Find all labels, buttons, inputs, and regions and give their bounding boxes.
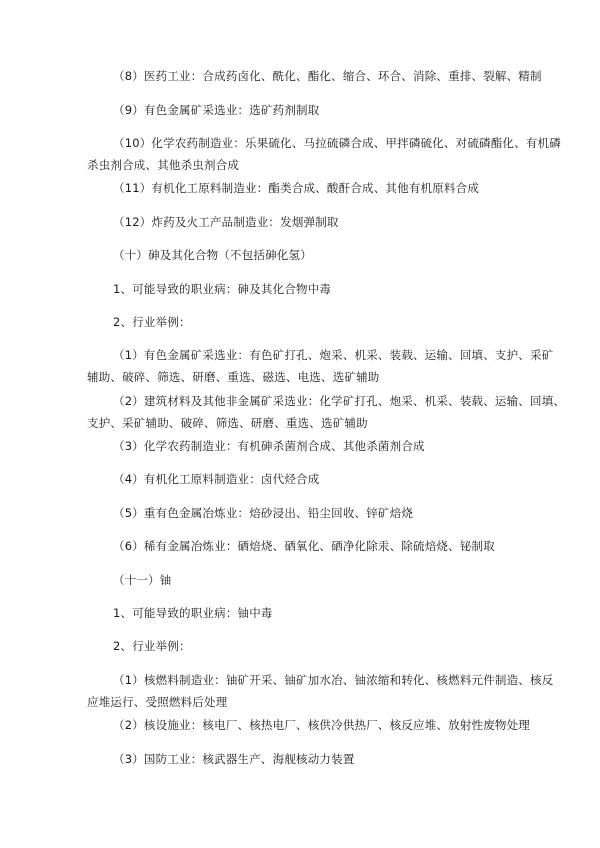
text-line: 1、可能导致的职业病：铀中毒	[113, 606, 273, 620]
text-line: （4）有机化工原料制造业：卤代烃合成	[113, 472, 320, 486]
item-occupational-disease-uranium	[113, 602, 273, 624]
text-line: （3）国防工业：核武器生产、海舰核动力装置	[113, 752, 355, 766]
paragraph-defense-industry	[113, 748, 355, 770]
section-heading-arsenic	[113, 244, 312, 266]
paragraph-organic-chem	[113, 177, 479, 199]
text-line: （十一）铀	[113, 573, 172, 587]
text-line: 2、行业举例：	[113, 315, 191, 329]
paragraph-nuclear-facility	[113, 714, 530, 736]
paragraph-rare-metal-smelting	[113, 535, 495, 557]
text-line: （5）重有色金属冶炼业：焙砂浸出、铅尘回收、锌矿焙烧	[113, 506, 414, 520]
text-line: （2）核设施业：核电厂、核热电厂、核供冷供热厂、核反应堆、放射性废物处理	[113, 718, 531, 732]
text-line: 2、行业举例：	[113, 639, 191, 653]
paragraph-pesticide	[87, 132, 561, 176]
text-line: 杀虫剂合成、其他杀虫剂合成	[87, 158, 240, 172]
text-line: （1）有色金属矿采选业：有色矿打孔、炮采、机采、装载、运输、回填、支护、采矿	[113, 348, 554, 362]
item-industry-examples	[113, 311, 191, 333]
text-line: （10）化学农药制造业：乐果硫化、马拉硫磷合成、甲拌磷硫化、对硫磷酯化、有机磷	[113, 136, 561, 150]
text-line: （1）核燃料制造业：铀矿开采、铀矿加水冶、铀浓缩和转化、核燃料元件制造、核反	[113, 673, 554, 687]
item-occupational-disease	[113, 278, 331, 300]
paragraph-heavy-metal-smelting	[113, 502, 413, 524]
text-line: （3）化学农药制造业：有机砷杀菌剂合成、其他杀菌剂合成	[113, 439, 425, 453]
text-line: （十）砷及其化合物（不包括砷化氢）	[113, 248, 312, 262]
text-line: （6）稀有金属冶炼业：硒焙烧、硒氧化、硒净化除汞、除硫焙烧、铋制取	[113, 539, 495, 553]
text-line: （2）建筑材料及其他非金属矿采选业：化学矿打孔、炮采、机采、装载、运输、回填、	[113, 394, 566, 408]
text-line: 支护、采矿辅助、破碎、筛选、研磨、重选、选矿辅助	[87, 416, 368, 430]
paragraph-nuclear-fuel	[87, 669, 554, 713]
paragraph-nonferrous-mining	[87, 344, 554, 388]
paragraph-explosives	[113, 211, 339, 233]
text-line: 应堆运行、受照燃料后处理	[87, 695, 228, 709]
paragraph-pharma	[113, 65, 542, 87]
paragraph-building-materials	[87, 390, 566, 434]
text-line: （8）医药工业：合成药卤化、酰化、酯化、缩合、环合、消除、重排、裂解、精制	[113, 69, 542, 83]
text-line: （9）有色金属矿采选业：选矿药剂制取	[113, 103, 320, 117]
paragraph-organic-halide	[113, 468, 319, 490]
paragraph-nonferrous-beneficiation	[113, 99, 319, 121]
paragraph-pesticide-arsenic	[113, 435, 425, 457]
text-line: 辅助、破碎、筛选、研磨、重选、磁选、电选、选矿辅助	[87, 370, 380, 384]
text-line: 1、可能导致的职业病：砷及其化合物中毒	[113, 282, 332, 296]
item-industry-examples-uranium	[113, 635, 191, 657]
text-line: （11）有机化工原料制造业：酯类合成、酸酐合成、其他有机原料合成	[113, 181, 480, 195]
section-heading-uranium	[113, 569, 172, 591]
text-line: （12）炸药及火工产品制造业：发烟弹制取	[113, 215, 339, 229]
